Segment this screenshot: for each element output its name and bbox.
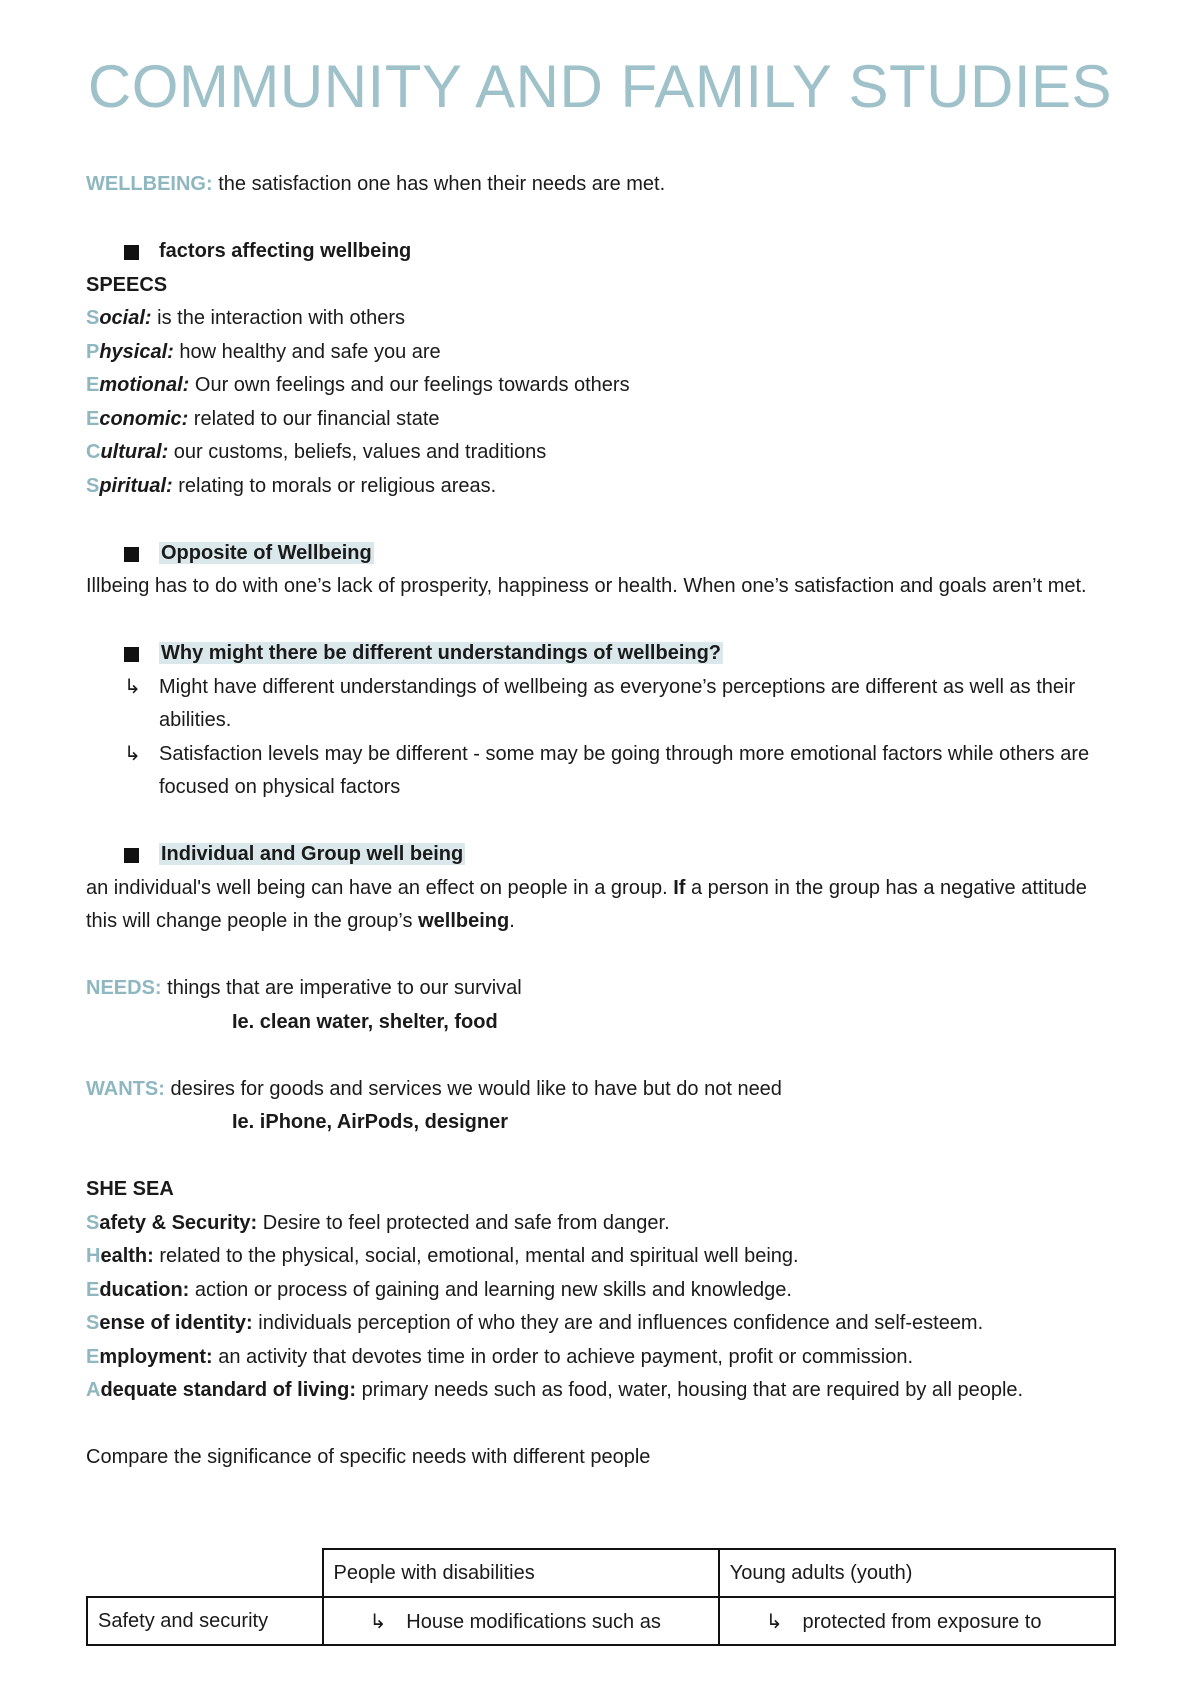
factors-heading: factors affecting wellbeing: [86, 235, 1116, 269]
wellbeing-label: WELLBEING:: [86, 173, 213, 195]
arrow-bullet-icon: ↳: [765, 1610, 783, 1633]
table-cell: ↳ House modifications such as: [323, 1597, 719, 1645]
factor-item: Cultural: our customs, beliefs, values and traditions: [86, 441, 547, 463]
factor-item: Economic: related to our financial state: [86, 407, 440, 430]
row-label: Safety and security: [87, 1597, 323, 1645]
shesea-acronym: SHE SEA: [86, 1178, 174, 1200]
understanding-point: ↳ Might have different understandings of wellbeing as everyone’s perceptions are different as well as their abilities.: [86, 671, 1116, 738]
table-cell: ↳ protected from exposure to: [719, 1597, 1115, 1645]
opposite-heading: Opposite of Wellbeing: [86, 537, 1116, 571]
arrow-bullet-icon: ↳: [369, 1610, 387, 1633]
shesea-item: Employment: an activity that devotes time in order to achieve payment, profit or commission.: [86, 1345, 913, 1368]
square-bullet-icon: [124, 647, 139, 662]
compare-table: [86, 1548, 1116, 1646]
needs-definition: NEEDS: things that are imperative to our survival: [86, 977, 522, 999]
column-header: People with disabilities: [323, 1549, 719, 1597]
square-bullet-icon: [124, 848, 139, 863]
shesea-item: Sense of identity: individuals perception of who they are and influences confidence and self-esteem.: [86, 1312, 984, 1334]
document-body: [86, 168, 1116, 1475]
factor-item: Social: is the interaction with others: [86, 307, 406, 329]
compare-intro: Compare the significance of specific needs with different people: [86, 1446, 651, 1468]
column-header: Young adults (youth): [719, 1549, 1115, 1597]
wellbeing-definition: [86, 168, 1116, 202]
table-header-row: [87, 1549, 1115, 1597]
table-row: [87, 1597, 1115, 1645]
understandings-heading: Why might there be different understandings of wellbeing?: [86, 637, 1116, 671]
factor-item: Emotional: Our own feelings and our feelings towards others: [86, 374, 630, 396]
table-corner-cell: [87, 1549, 323, 1597]
arrow-bullet-icon: ↳: [124, 742, 141, 765]
page-title: COMMUNITY AND FAMILY STUDIES: [87, 53, 1113, 120]
wellbeing-text: the satisfaction one has when their needs are met.: [212, 173, 666, 195]
individual-text: an individual's well being can have an effect on people in a group. If a person in the group has a negative attitude this will change people in the group’s wellbeing.: [86, 876, 1087, 932]
understanding-point: ↳ Satisfaction levels may be different - some may be going through more emotional factors while others are focused on physical factors: [86, 738, 1116, 805]
needs-example: Ie. clean water, shelter, food: [232, 1010, 498, 1033]
square-bullet-icon: [124, 245, 139, 260]
factor-item: Physical: how healthy and safe you are: [86, 340, 441, 363]
individual-heading: Individual and Group well being: [86, 838, 1116, 872]
arrow-bullet-icon: ↳: [124, 675, 141, 698]
square-bullet-icon: [124, 547, 139, 562]
wants-example: Ie. iPhone, AirPods, designer: [232, 1111, 508, 1133]
shesea-item: Health: related to the physical, social, emotional, mental and spiritual well being.: [86, 1245, 799, 1267]
shesea-item: Adequate standard of living: primary needs such as food, water, housing that are required by all people.: [86, 1379, 1024, 1401]
shesea-item: Education: action or process of gaining and learning new skills and knowledge.: [86, 1278, 792, 1301]
shesea-item: Safety & Security: Desire to feel protected and safe from danger.: [86, 1211, 670, 1234]
factor-item: Spiritual: relating to morals or religious areas.: [86, 474, 497, 497]
opposite-text: Illbeing has to do with one’s lack of prosperity, happiness or health. When one’s satisfaction and goals aren’t met.: [86, 575, 1087, 597]
wants-definition: WANTS: desires for goods and services we would like to have but do not need: [86, 1077, 782, 1100]
speecs-acronym: SPEECS: [86, 273, 168, 296]
